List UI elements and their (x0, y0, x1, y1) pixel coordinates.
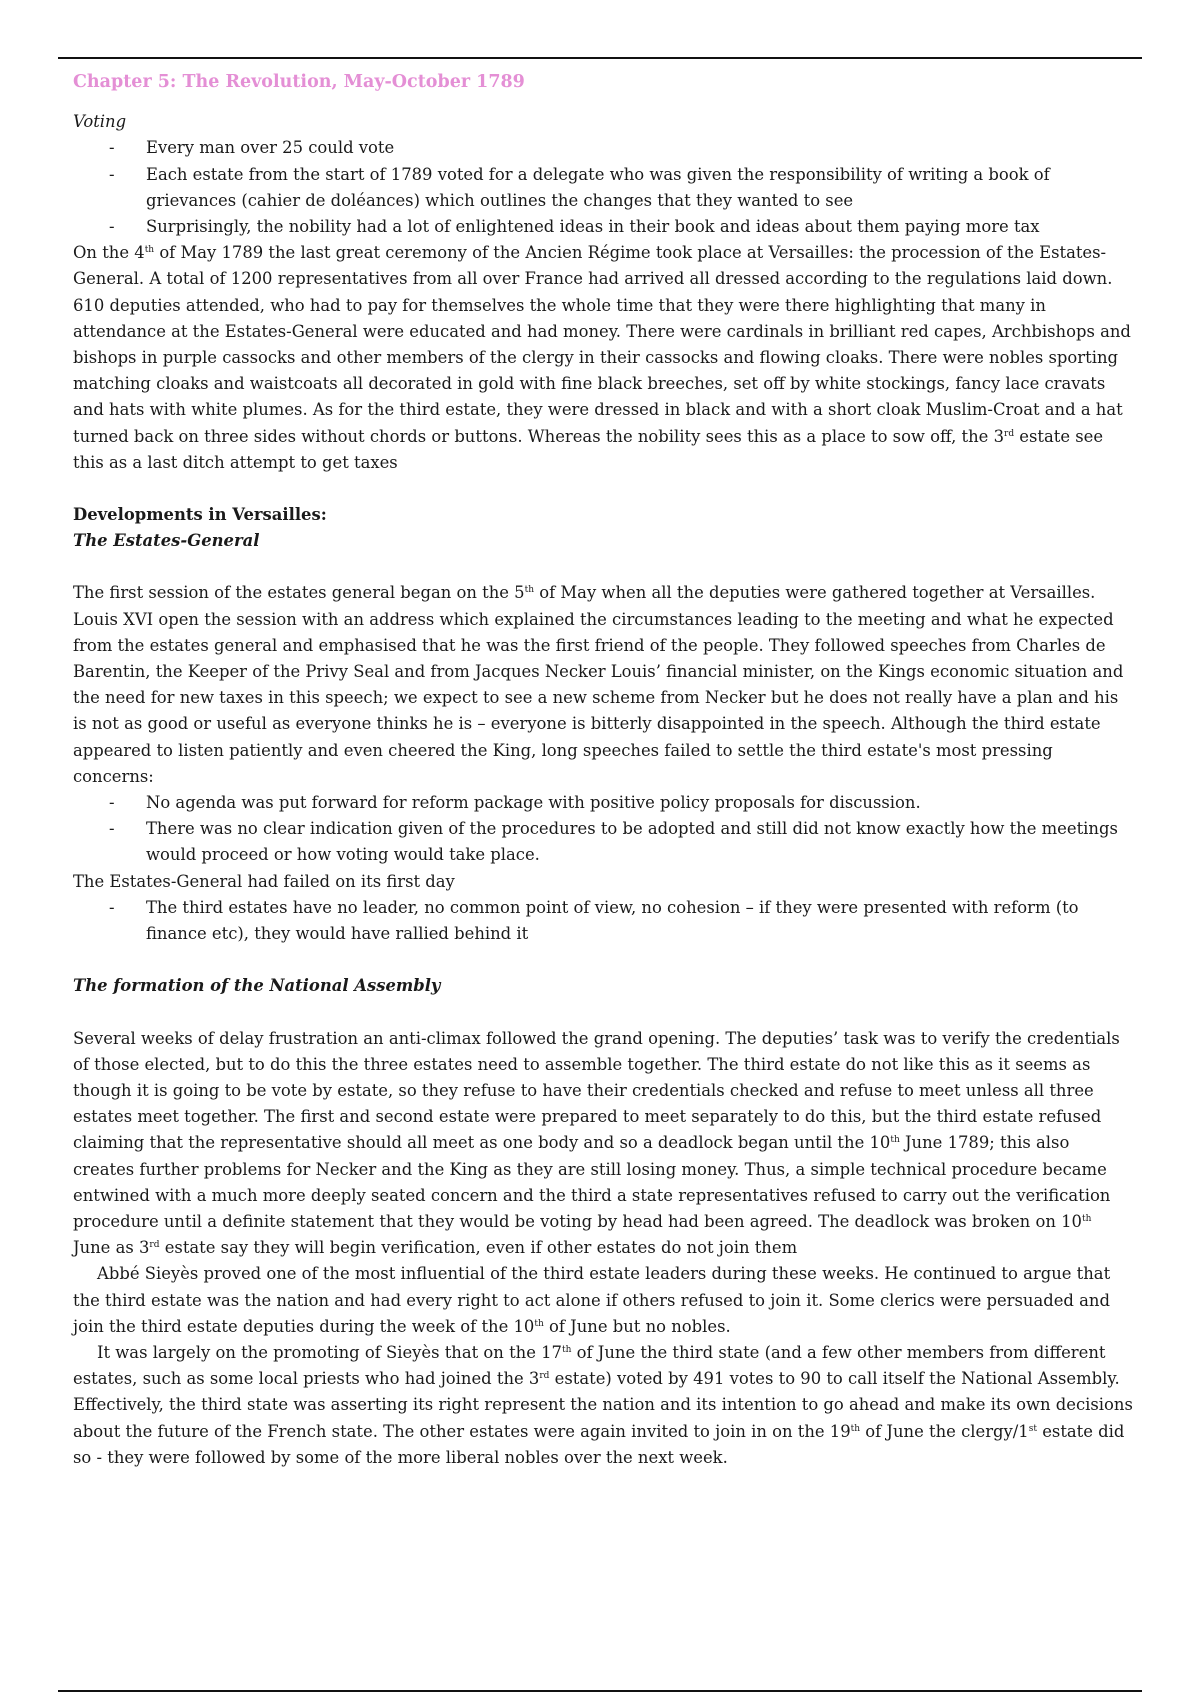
bottom-rule (58, 1690, 1142, 1692)
dash-bullet: - (109, 138, 115, 158)
section-heading-developments: Developments in Versailles: (73, 505, 327, 525)
assembly-paragraph-1: Several weeks of delay frustration an anti-climax followed the grand opening. The deputies’ task was to verify the credentials of those elected, but to do this the three estates need to assemble together. The third estate do not like this as it seems as though it is going to be vote by estate, so they refuse to have their credentials checked and refuse to meet unless all three estates meet together. The first and second estate were prepared to meet separately to do this, but the third estate refused claiming that the representative should all meet as one body and so a deadlock began until the 10th June 1789; this also creates further problems for Necker and the King as they are still losing money. Thus, a simple technical procedure became entwined with a much more deeply seated concern and the third a state representatives refused to carry out the verification procedure until a definite statement that they would be voting by head had been agreed. The deadlock was broken on 10th June as 3rd estate say they will begin verification, even if other estates do not join them (73, 1028, 1120, 1258)
dash-bullet: - (109, 819, 115, 839)
list-item: - Every man over 25 could vote (73, 135, 1133, 161)
concerns-list (73, 790, 1133, 869)
dash-bullet: - (109, 217, 115, 237)
list-item: - The third estates have no leader, no common point of view, no cohesion – if they were presented with reform (to finance etc), they would have rallied behind it (73, 895, 1133, 947)
dash-bullet: - (109, 897, 115, 917)
list-item: - Surprisingly, the nobility had a lot of enlightened ideas in their book and ideas about them paying more tax (73, 214, 1133, 240)
top-rule (58, 57, 1142, 59)
dash-bullet: - (109, 164, 115, 184)
list-item: - No agenda was put forward for reform package with positive policy proposals for discussion. (73, 790, 1133, 816)
list-item: - There was no clear indication given of the procedures to be adopted and still did not know exactly how the meetings would proceed or how voting would take place. (73, 816, 1133, 868)
spacer (73, 1000, 1133, 1026)
spacer (73, 554, 1133, 580)
estates-general-paragraph: The first session of the estates general began on the 5th of May when all the deputies were gathered together at Versailles. Louis XVI open the session with an address which explained the circumstances leading to the meeting and what he expected from the estates general and emphasised that he was the first friend of the people. They followed speeches from Charles de Barentin, the Keeper of the Privy Seal and from Jacques Necker Louis’ financial minister, on the Kings economic situation and the need for new taxes in this speech; we expect to see a new scheme from Necker but he does not really have a plan and his is not as good or useful as everyone thinks he is – everyone is bitterly disappointed in the speech. Although the third estate appeared to listen patiently and even cheered the King, long speeches failed to settle the third estate's most pressing concerns: (73, 583, 1124, 786)
dash-bullet: - (109, 793, 115, 813)
subheading-estates-general: The Estates-General (73, 531, 260, 551)
assembly-paragraph-3: It was largely on the promoting of Sieyès that on the 17th of June the third state (and a few other members from different estates, such as some local priests who had joined the 3rd estate) voted by 491 votes to 90 to call itself the National Assembly. Effectively, the third state was asserting its right represent the nation and its intention to go ahead and make its own decisions about the future of the French state. The other estates were again invited to join in on the 19th of June the clergy/1st estate did so - they were followed by some of the more liberal nobles over the next week. (73, 1342, 1133, 1467)
leader-list (73, 895, 1133, 947)
spacer (73, 947, 1133, 973)
document-body (73, 69, 1133, 1471)
assembly-paragraph-2: Abbé Sieyès proved one of the most influential of the third estate leaders during these weeks. He continued to argue that the third estate was the nation and had every right to act alone if others refused to join it. Some clerics were persuaded and join the third estate deputies during the week of the 10th of June but no nobles. (73, 1264, 1111, 1336)
list-item: - Each estate from the start of 1789 voted for a delegate who was given the responsibility of writing a book of grievances (cahier de doléances) which outlines the changes that they wanted to see (73, 162, 1133, 214)
spacer (73, 476, 1133, 502)
section-heading-national-assembly: The formation of the National Assembly (73, 976, 441, 996)
voting-list (73, 135, 1133, 240)
voting-heading: Voting (73, 112, 127, 132)
procession-paragraph: On the 4th of May 1789 the last great ceremony of the Ancien Régime took place at Versailles: the procession of the Estates-General. A total of 1200 representatives from all over France had arrived all dressed according to the regulations laid down. 610 deputies attended, who had to pay for themselves the whole time that they were there highlighting that many in attendance at the Estates-General were educated and had money. There were cardinals in brilliant red capes, Archbishops and bishops in purple cassocks and other members of the clergy in their cassocks and flowing cloaks. There were nobles sporting matching cloaks and waistcoats all decorated in gold with fine black breeches, set off by white stockings, fancy lace cravats and hats with white plumes. As for the third estate, they were dressed in black and with a short cloak Muslim-Croat and a hat turned back on three sides without chords or buttons. Whereas the nobility sees this as a place to sow off, the 3rd estate see this as a last ditch attempt to get taxes (73, 243, 1131, 472)
chapter-title: Chapter 5: The Revolution, May-October 1789 (73, 72, 525, 92)
failed-line: The Estates-General had failed on its first day (73, 871, 455, 891)
